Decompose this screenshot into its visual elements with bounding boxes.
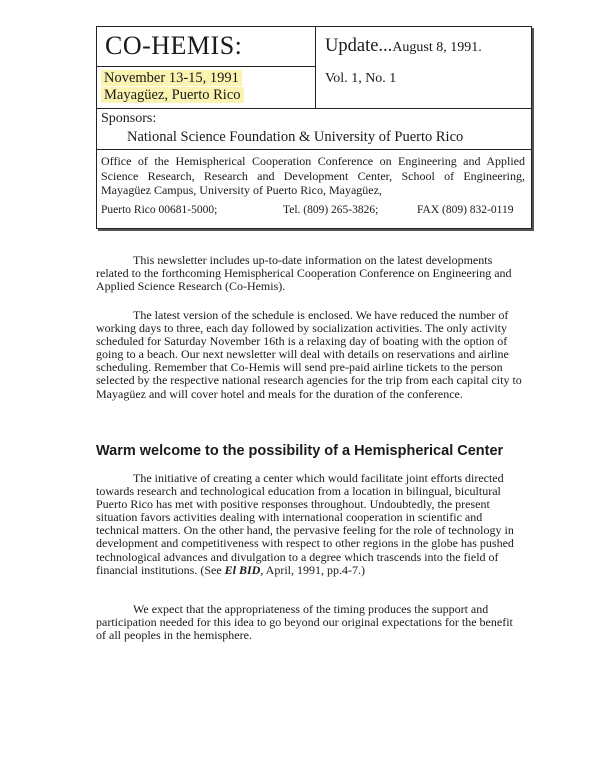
conference-dates: November 13-15, 1991 [101,70,242,86]
initiative-text: The initiative of creating a center which would facilitate joint efforts directed towards research and technological education from a location in bilingual, bicultural Puerto Rico has met with positive responses throughout. Undoubtedly, the present situation favors activities dealing with international cooperation in scientific and technical matters. On the other hand, the pervasive feeling for the role of technology in development and competitiveness with respect to other regions in the globe has pushed technological advances and divulgation to a degree which trascends into the field of financial institutions. (See [96,471,514,577]
intro-paragraph: This newsletter includes up-to-date information on the latest developments related to the forthcoming Hemispherical Cooperation Conference on Engineering and Applied Science Research (Co-Hemis). [96,253,512,294]
conference-location: Mayagüez, Puerto Rico [101,87,244,103]
masthead-title-cell [97,27,316,108]
citation-details: , April, 1991, pp.4-7.) [260,562,366,577]
sponsors-label: Sponsors: [101,111,157,126]
volume-number: Vol. 1, No. 1 [325,71,397,86]
title-divider [97,66,315,67]
masthead-box [96,26,532,229]
update-label: Update... [325,36,393,56]
sponsors-text: National Science Foundation & University of Puerto Rico [127,129,464,145]
section-heading: Warm welcome to the possibility of a Hemispherical Center [96,443,504,459]
update-line [325,36,482,57]
citation-title: El BID [224,562,261,577]
conference-info [101,70,244,104]
newsletter-title: CO-HEMIS: [105,31,243,60]
expectation-paragraph: We expect that the appropriateness of the timing produces the support and participation needed for this idea to go beyond our original expectations for the benefit of all peoples in the hemisphere. [96,602,513,643]
initiative-paragraph [96,472,524,577]
office-text: Office of the Hemispherical Cooperation Conference on Engineering and Applied Science Research, Research and Development Center, School of Engineering, Mayagüez Campus, University of Puerto Rico, Mayagüez, [101,154,525,197]
postal-address: Puerto Rico 00681-5000; [101,204,218,216]
update-date: August 8, 1991. [392,40,482,55]
sponsors-row [97,108,531,150]
masthead-top-row [97,27,531,109]
schedule-paragraph: The latest version of the schedule is enclosed. We have reduced the number of working days to three, each day followed by socialization activities. The only activity scheduled for Saturday November 16th is a relaxing day of boating with the option of going to a beach. Our next newsletter will deal with details on reservations and airline scheduling. Remember that Co-Hemis will send pre-paid airline tickets to the person selected by the respective national research agencies for the trip from each capital city to Mayagüez and will cover hotel and meals for the duration of the conference. [96,308,522,401]
fax-number: FAX (809) 832-0119 [417,204,514,216]
telephone-number: Tel. (809) 265-3826; [283,204,379,216]
